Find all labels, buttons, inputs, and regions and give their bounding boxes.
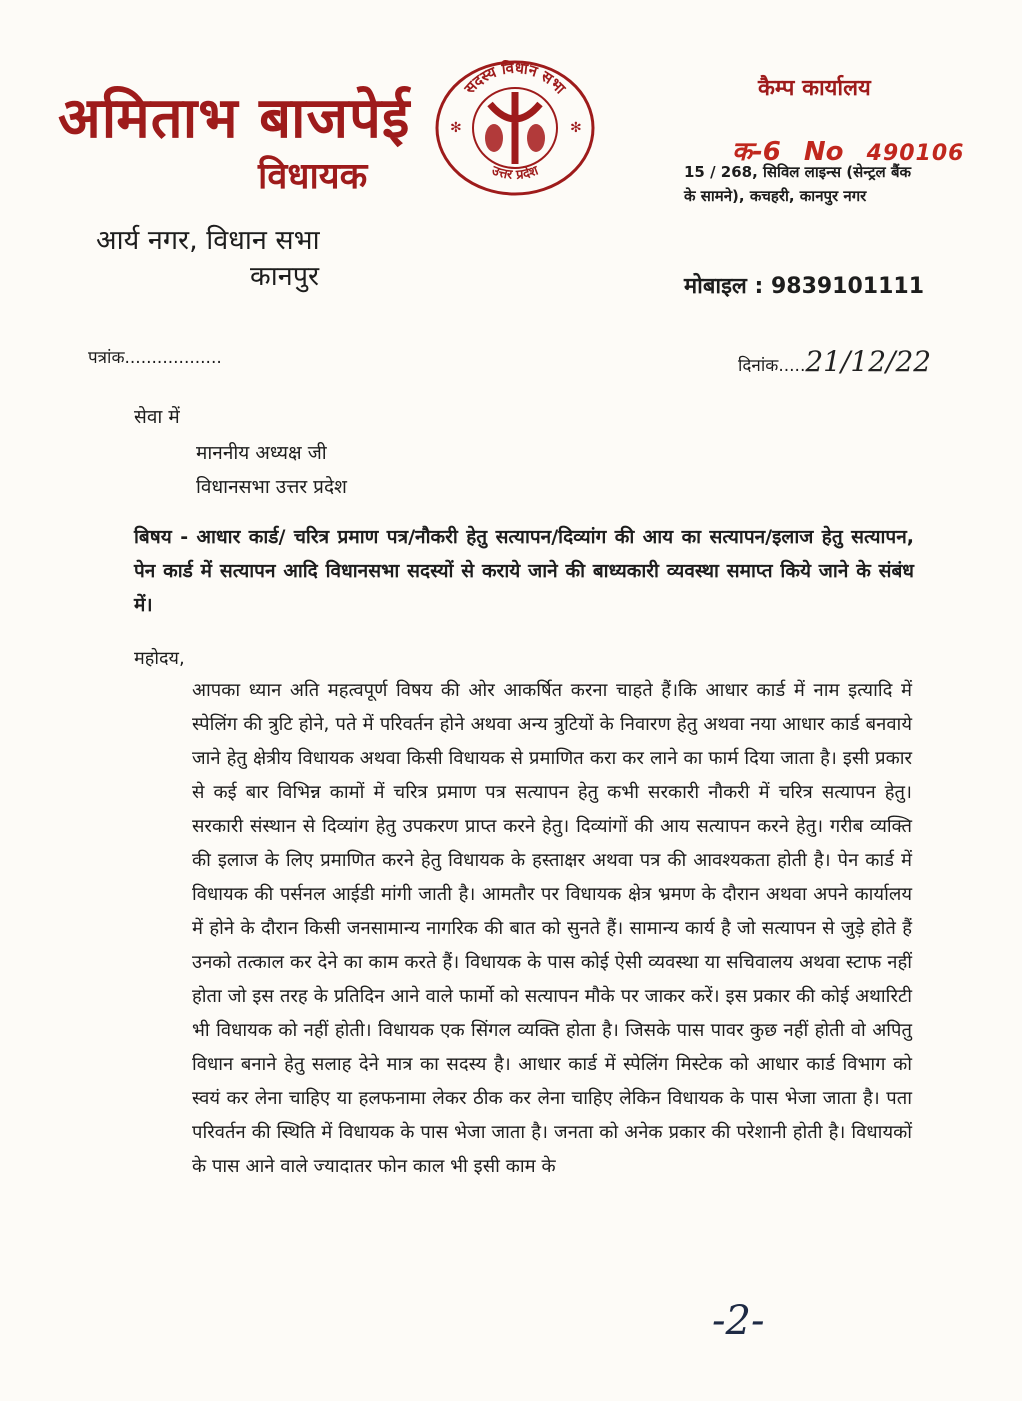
assembly-seal-icon [430,56,600,196]
reference-number: पत्रांक.................. [88,348,222,368]
mla-name: अमिताभ बाजपेई [58,86,411,151]
page-number: -2- [712,1298,765,1344]
addressee [196,436,347,504]
seal-bottom-text: उत्तर प्रदेश [489,163,541,183]
svg-text:✻: ✻ [450,120,462,136]
date-line [738,345,931,378]
serial-prefix: क-6 [732,137,781,167]
address-line-1: 15 / 268, सिविल लाइन्स (सेन्ट्रल बैंक [684,163,912,181]
seva-mein: सेवा में [134,406,180,428]
date-value: 21/12/22 [805,345,932,378]
office-address [684,160,974,208]
letter-body: आपका ध्यान अति महत्वपूर्ण विषय की ओर आकर्षित करना चाहते हैं।कि आधार कार्ड में नाम इत्यादि में स्पेलिंग की त्रुटि होने, पते में परिवर्तन होने अथवा अन्य त्रुटियों के निवारण हेतु अथवा नया आधार कार्ड बनवाये जाने हेतु क्षेत्रीय विधायक अथवा किसी विधायक से प्रमाणित करा कर लाने का फार्म दिया जाता है। इसी प्रकार से कई बार विभिन्न कामों में चरित्र प्रमाण पत्र सत्यापन हेतु कभी सरकारी नौकरी में चरित्र सत्यापन हेतु। सरकारी संस्थान से दिव्यांग हेतु उपकरण प्राप्त करने हेतु। दिव्यांगों की आय सत्यापन करने हेतु। गरीब व्यक्ति की इलाज के लिए प्रमाणित करने हेतु विधायक के हस्ताक्षर अथवा पत्र की आवश्यकता होती है। पेन कार्ड में विधायक की पर्सनल आईडी मांगी जाती है। आमतौर पर विधायक क्षेत्र भ्रमण के दौरान अथवा अपने कार्यालय में होने के दौरान किसी जनसामान्य नागरिक की बात को सुनते हैं। सामान्य कार्य है जो सत्यापन से जुड़े होते हैं उनको तत्काल कर देने का काम करते हैं। विधायक के पास कोई ऐसी व्यवस्था या सचिवालय अथवा स्टाफ नहीं होता जो इस तरह के प्रतिदिन आने वाले फार्मो को सत्यापन मौके पर जाकर करें। इस प्रकार की कोई अथारिटी भी विधायक को नहीं होती। विधायक एक सिंगल व्यक्ति होता है। जिसके पास पावर कुछ नहीं होती वो अपितु विधान बनाने हेतु सलाह देने मात्र का सदस्य है। आधार कार्ड में स्पेलिंग मिस्टेक को आधार कार्ड विभाग को स्वयं कर लेना चाहिए या हलफनामा लेकर ठीक कर लेना चाहिए लेकिन विधायक के पास भेजा जाता है। पता परिवर्तन की स्थिति में विधायक के पास भेजा जाता है। जनता को अनेक प्रकार की परेशानी होती है। विधायकों के पास आने वाले ज्यादातर फोन काल भी इसी काम के [192,680,912,1177]
addressee-line-1: माननीय अध्यक्ष जी [196,442,327,464]
serial-no-label: No [803,137,844,167]
subject: बिषय - आधार कार्ड/ चरित्र प्रमाण पत्र/नौकरी हेतु सत्यापन/दिव्यांग की आय का सत्यापन/इलाज हेतु सत्यापन, पेन कार्ड में सत्यापन आदि विधानसभा सदस्यों से कराये जाने की बाध्यकारी व्यवस्था समाप्त किये जाने के संबंध में। [134,526,914,616]
mla-title: विधायक [258,156,368,197]
svg-text:✻: ✻ [570,120,582,136]
salutation: महोदय, [134,648,185,669]
date-label: दिनांक..... [738,356,806,376]
camp-office-label: कैम्प कार्यालय [758,76,871,101]
city: कानपुर [250,261,320,292]
mobile-number: मोबाइल : 9839101111 [684,274,925,299]
address-line-2: के सामने), कचहरी, कानपुर नगर [684,187,867,205]
seal-top-text: सदस्य विधान सभा [460,58,570,98]
addressee-line-2: विधानसभा उत्तर प्रदेश [196,476,347,498]
serial-number: 490106 [866,141,965,166]
constituency: आर्य नगर, विधान सभा [96,225,320,256]
